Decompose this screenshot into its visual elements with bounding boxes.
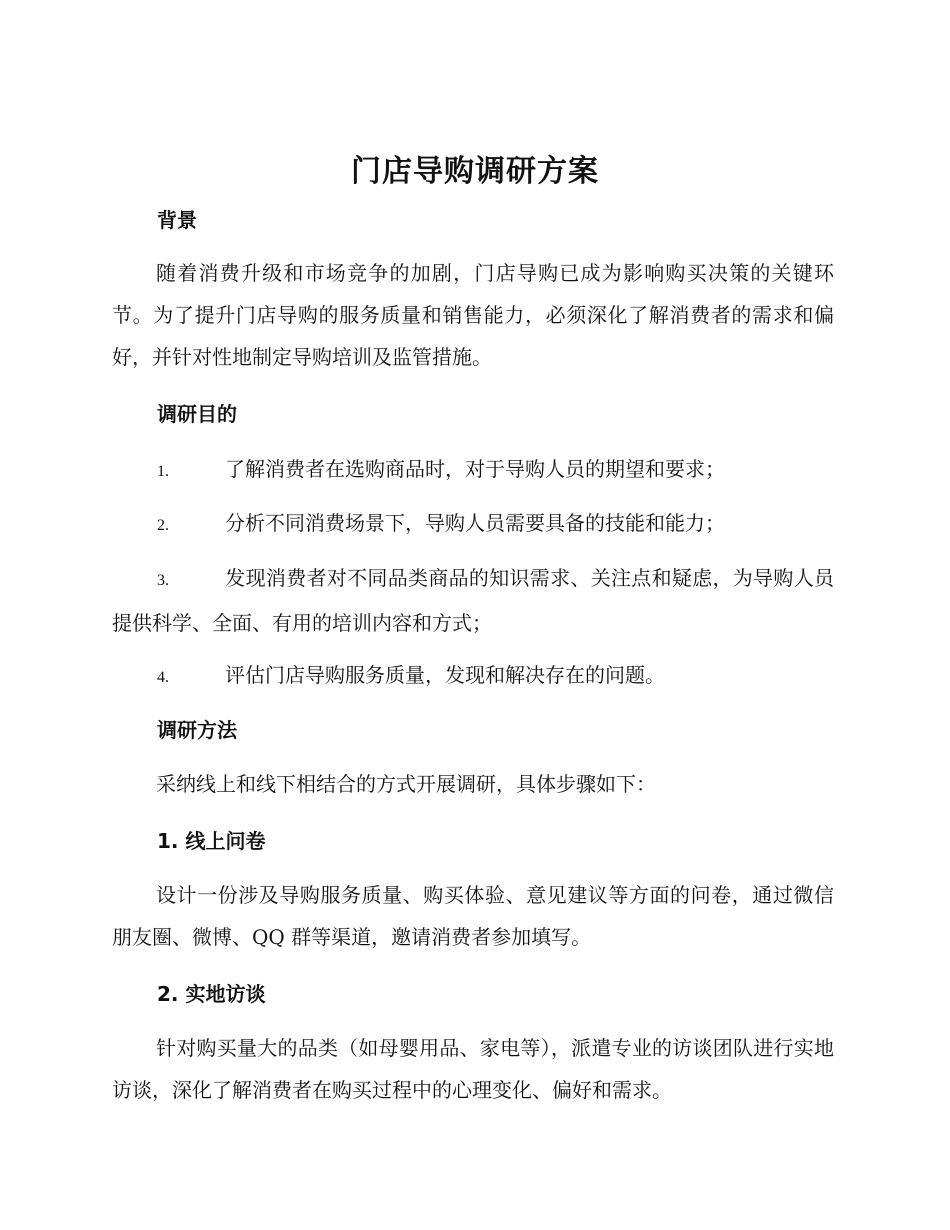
method-intro-paragraph: 采纳线上和线下相结合的方式开展调研，具体步骤如下： <box>156 772 656 796</box>
list-item-number: 1. <box>157 463 169 480</box>
list-item-number: 2. <box>157 517 169 534</box>
list-item-number: 3. <box>157 572 169 589</box>
list-item-text: 发现消费者对不同品类商品的知识需求、关注点和疑虑，为导购人员提供科学、全面、有用的培训内容和方式； <box>112 566 834 635</box>
list-item <box>112 448 834 493</box>
list-item <box>112 502 834 547</box>
list-item-number: 4. <box>157 669 169 686</box>
document-title: 门店导购调研方案 <box>351 154 599 189</box>
online-survey-paragraph: 设计一份涉及导购服务质量、购买体验、意见建议等方面的问卷，通过微信朋友圈、微博、QQ 群等渠道，邀请消费者参加填写。 <box>112 883 834 949</box>
list-item <box>112 654 834 699</box>
list-item <box>112 557 834 644</box>
subsection-heading-field-interview: 2. 实地访谈 <box>157 982 266 1006</box>
section-heading-purpose: 调研目的 <box>157 402 237 426</box>
section-heading-background: 背景 <box>157 208 197 232</box>
subsection-heading-online-survey: 1. 线上问卷 <box>157 829 266 853</box>
section-heading-method: 调研方法 <box>157 718 237 742</box>
list-item-text: 评估门店导购服务质量，发现和解决存在的问题。 <box>225 663 665 687</box>
field-interview-paragraph: 针对购买量大的品类（如母婴用品、家电等），派遣专业的访谈团队进行实地访谈，深化了解消费者在购买过程中的心理变化、偏好和需求。 <box>112 1036 834 1102</box>
list-item-text: 了解消费者在选购商品时，对于导购人员的期望和要求； <box>225 457 725 481</box>
list-item-text: 分析不同消费场景下，导购人员需要具备的技能和能力； <box>225 511 725 535</box>
background-paragraph: 随着消费升级和市场竞争的加剧，门店导购已成为影响购买决策的关键环节。为了提升门店导购的服务质量和销售能力，必须深化了解消费者的需求和偏好，并针对性地制定导购培训及监管措施。 <box>112 261 834 369</box>
